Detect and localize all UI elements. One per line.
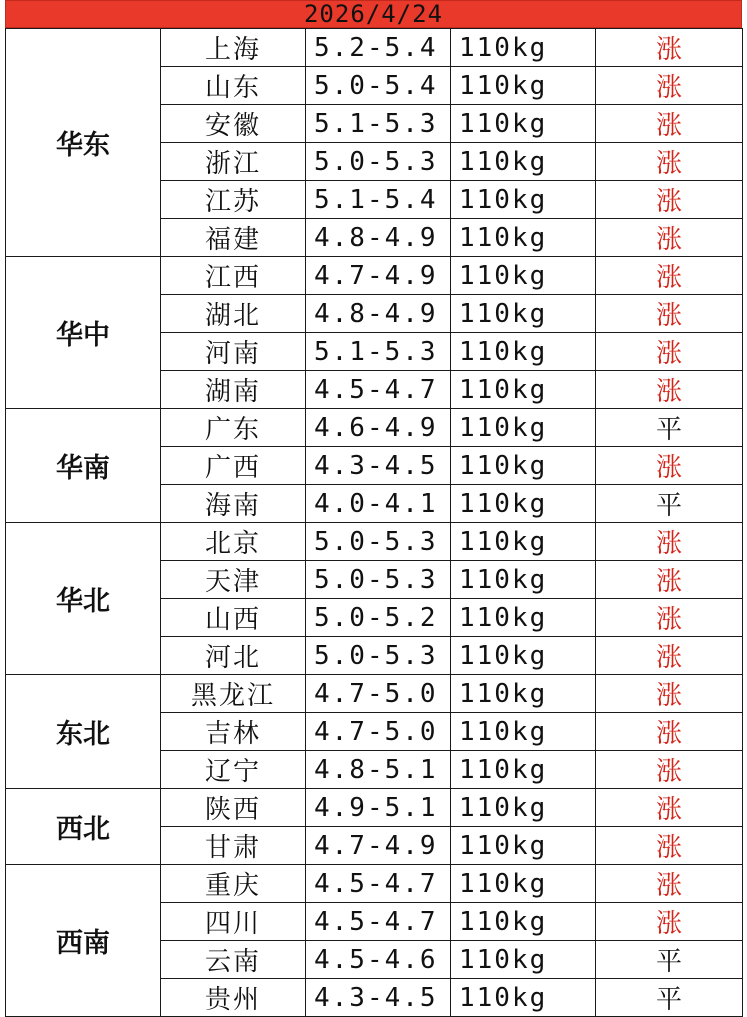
weight-cell: 110kg xyxy=(451,29,596,67)
province-cell: 四川 xyxy=(161,903,306,941)
weight-cell: 110kg xyxy=(451,219,596,257)
price-range-cell: 4.7-4.9 xyxy=(306,257,451,295)
trend-cell: 涨 xyxy=(596,599,743,637)
trend-cell: 涨 xyxy=(596,789,743,827)
weight-cell: 110kg xyxy=(451,637,596,675)
price-range-cell: 5.2-5.4 xyxy=(306,29,451,67)
price-range-cell: 4.8-5.1 xyxy=(306,751,451,789)
price-range-cell: 5.1-5.3 xyxy=(306,105,451,143)
price-range-cell: 5.1-5.4 xyxy=(306,181,451,219)
table-row xyxy=(6,409,743,447)
weight-cell: 110kg xyxy=(451,181,596,219)
weight-cell: 110kg xyxy=(451,865,596,903)
trend-cell: 涨 xyxy=(596,865,743,903)
trend-cell: 涨 xyxy=(596,675,743,713)
province-cell: 北京 xyxy=(161,523,306,561)
trend-cell: 平 xyxy=(596,409,743,447)
trend-cell: 平 xyxy=(596,485,743,523)
table-row xyxy=(6,523,743,561)
price-range-cell: 4.5-4.7 xyxy=(306,903,451,941)
price-range-cell: 5.0-5.4 xyxy=(306,67,451,105)
price-range-cell: 5.0-5.2 xyxy=(306,599,451,637)
province-cell: 广西 xyxy=(161,447,306,485)
weight-cell: 110kg xyxy=(451,447,596,485)
price-range-cell: 4.7-4.9 xyxy=(306,827,451,865)
weight-cell: 110kg xyxy=(451,409,596,447)
table-row xyxy=(6,257,743,295)
price-range-cell: 4.6-4.9 xyxy=(306,409,451,447)
price-range-cell: 4.8-4.9 xyxy=(306,219,451,257)
price-range-cell: 5.1-5.3 xyxy=(306,333,451,371)
weight-cell: 110kg xyxy=(451,789,596,827)
price-range-cell: 4.0-4.1 xyxy=(306,485,451,523)
trend-cell: 平 xyxy=(596,979,743,1017)
weight-cell: 110kg xyxy=(451,523,596,561)
trend-cell: 涨 xyxy=(596,219,743,257)
price-range-cell: 4.9-5.1 xyxy=(306,789,451,827)
price-range-cell: 4.3-4.5 xyxy=(306,979,451,1017)
province-cell: 海南 xyxy=(161,485,306,523)
trend-cell: 平 xyxy=(596,941,743,979)
province-cell: 云南 xyxy=(161,941,306,979)
trend-cell: 涨 xyxy=(596,903,743,941)
province-cell: 天津 xyxy=(161,561,306,599)
trend-cell: 涨 xyxy=(596,181,743,219)
weight-cell: 110kg xyxy=(451,105,596,143)
province-cell: 江苏 xyxy=(161,181,306,219)
weight-cell: 110kg xyxy=(451,941,596,979)
weight-cell: 110kg xyxy=(451,675,596,713)
trend-cell: 涨 xyxy=(596,751,743,789)
weight-cell: 110kg xyxy=(451,485,596,523)
province-cell: 山东 xyxy=(161,67,306,105)
province-cell: 甘肃 xyxy=(161,827,306,865)
price-sheet xyxy=(5,0,742,1017)
trend-cell: 涨 xyxy=(596,713,743,751)
region-name: 华北 xyxy=(6,523,161,675)
weight-cell: 110kg xyxy=(451,751,596,789)
region-name: 华东 xyxy=(6,29,161,257)
trend-cell: 涨 xyxy=(596,561,743,599)
region-name: 西北 xyxy=(6,789,161,865)
price-range-cell: 5.0-5.3 xyxy=(306,143,451,181)
trend-cell: 涨 xyxy=(596,827,743,865)
price-range-cell: 4.3-4.5 xyxy=(306,447,451,485)
province-cell: 河南 xyxy=(161,333,306,371)
trend-cell: 涨 xyxy=(596,257,743,295)
trend-cell: 涨 xyxy=(596,143,743,181)
trend-cell: 涨 xyxy=(596,637,743,675)
weight-cell: 110kg xyxy=(451,371,596,409)
table-row xyxy=(6,789,743,827)
table-row xyxy=(6,29,743,67)
table-row xyxy=(6,865,743,903)
province-cell: 黑龙江 xyxy=(161,675,306,713)
province-cell: 广东 xyxy=(161,409,306,447)
trend-cell: 涨 xyxy=(596,105,743,143)
weight-cell: 110kg xyxy=(451,599,596,637)
trend-cell: 涨 xyxy=(596,29,743,67)
price-range-cell: 5.0-5.3 xyxy=(306,523,451,561)
province-cell: 辽宁 xyxy=(161,751,306,789)
province-cell: 湖南 xyxy=(161,371,306,409)
weight-cell: 110kg xyxy=(451,827,596,865)
region-name: 华南 xyxy=(6,409,161,523)
price-range-cell: 4.5-4.6 xyxy=(306,941,451,979)
price-range-cell: 4.5-4.7 xyxy=(306,865,451,903)
province-cell: 浙江 xyxy=(161,143,306,181)
weight-cell: 110kg xyxy=(451,295,596,333)
price-range-cell: 4.5-4.7 xyxy=(306,371,451,409)
province-cell: 重庆 xyxy=(161,865,306,903)
province-cell: 江西 xyxy=(161,257,306,295)
trend-cell: 涨 xyxy=(596,67,743,105)
province-cell: 河北 xyxy=(161,637,306,675)
trend-cell: 涨 xyxy=(596,447,743,485)
province-cell: 山西 xyxy=(161,599,306,637)
region-name: 华中 xyxy=(6,257,161,409)
province-cell: 安徽 xyxy=(161,105,306,143)
weight-cell: 110kg xyxy=(451,903,596,941)
date-header: 2026/4/24 xyxy=(5,0,742,28)
price-range-cell: 4.7-5.0 xyxy=(306,675,451,713)
trend-cell: 涨 xyxy=(596,371,743,409)
trend-cell: 涨 xyxy=(596,333,743,371)
weight-cell: 110kg xyxy=(451,143,596,181)
weight-cell: 110kg xyxy=(451,67,596,105)
weight-cell: 110kg xyxy=(451,257,596,295)
price-range-cell: 5.0-5.3 xyxy=(306,637,451,675)
weight-cell: 110kg xyxy=(451,713,596,751)
table-body xyxy=(6,29,743,1017)
trend-cell: 涨 xyxy=(596,523,743,561)
province-cell: 福建 xyxy=(161,219,306,257)
weight-cell: 110kg xyxy=(451,979,596,1017)
province-cell: 上海 xyxy=(161,29,306,67)
price-range-cell: 5.0-5.3 xyxy=(306,561,451,599)
province-cell: 陕西 xyxy=(161,789,306,827)
province-cell: 贵州 xyxy=(161,979,306,1017)
price-range-cell: 4.8-4.9 xyxy=(306,295,451,333)
weight-cell: 110kg xyxy=(451,561,596,599)
province-cell: 吉林 xyxy=(161,713,306,751)
price-range-cell: 4.7-5.0 xyxy=(306,713,451,751)
price-table xyxy=(5,28,743,1017)
weight-cell: 110kg xyxy=(451,333,596,371)
province-cell: 湖北 xyxy=(161,295,306,333)
region-name: 东北 xyxy=(6,675,161,789)
trend-cell: 涨 xyxy=(596,295,743,333)
table-row xyxy=(6,675,743,713)
region-name: 西南 xyxy=(6,865,161,1017)
